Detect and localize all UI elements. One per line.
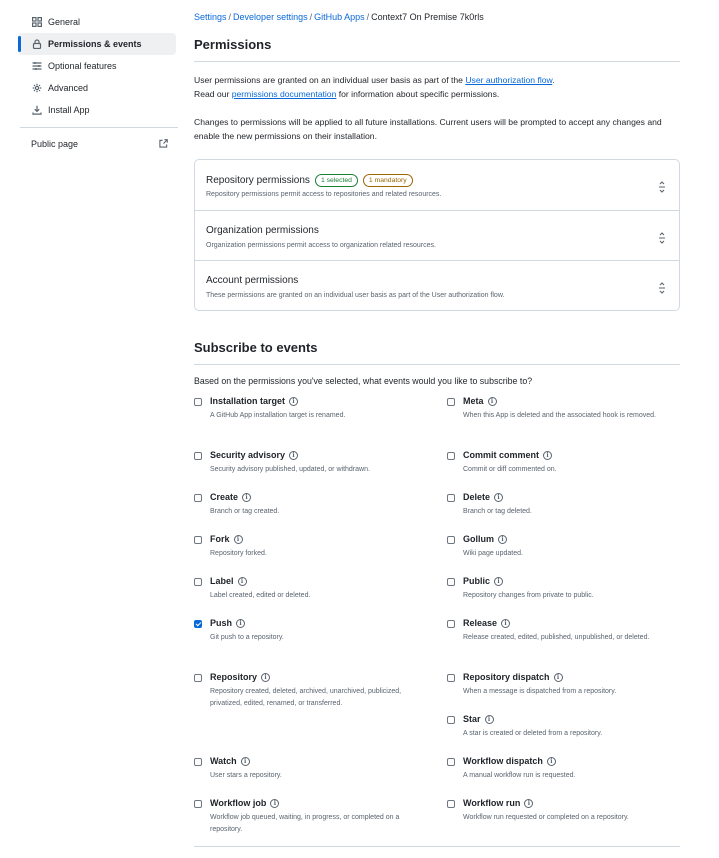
- event-name-text: Workflow job: [210, 798, 267, 808]
- sidebar-item-label: Optional features: [48, 61, 117, 71]
- bottom-divider: [194, 846, 680, 847]
- perm-title: [206, 275, 298, 286]
- event-name[interactable]: [210, 798, 279, 808]
- event-name-text: Fork: [210, 534, 230, 544]
- event-desc: Branch or tag deleted.: [463, 508, 532, 515]
- account-permissions-row[interactable]: [195, 260, 679, 310]
- event-name[interactable]: [463, 618, 510, 628]
- perm-title-text: Organization permissions: [206, 225, 319, 236]
- mandatory-badge: 1 mandatory: [363, 174, 413, 187]
- perm-title-text: Repository permissions: [206, 175, 310, 186]
- event-name[interactable]: [210, 492, 251, 502]
- event-checkbox[interactable]: [194, 800, 202, 808]
- event-name[interactable]: [463, 798, 533, 808]
- download-icon: [31, 104, 43, 116]
- info-icon[interactable]: i: [501, 619, 510, 628]
- event-desc: Git push to a repository.: [210, 634, 284, 641]
- perm-title: [206, 174, 413, 187]
- event-checkbox[interactable]: [194, 674, 202, 682]
- event-checkbox[interactable]: [194, 398, 202, 406]
- event-checkbox[interactable]: [447, 674, 455, 682]
- repository-permissions-row[interactable]: [195, 160, 679, 210]
- info-icon[interactable]: i: [236, 619, 245, 628]
- event-name-text: Workflow dispatch: [463, 756, 543, 766]
- event-name[interactable]: [463, 450, 552, 460]
- event-name[interactable]: [463, 396, 497, 406]
- event-name-text: Workflow run: [463, 798, 521, 808]
- event-checkbox[interactable]: [447, 578, 455, 586]
- permissions-intro: [194, 73, 680, 101]
- breadcrumb: [194, 12, 484, 22]
- event-name-text: Star: [463, 714, 481, 724]
- lock-icon: [31, 38, 43, 50]
- breadcrumb-github-apps[interactable]: GitHub Apps: [314, 12, 365, 22]
- perm-desc: Repository permissions permit access to repositories and related resources.: [206, 191, 442, 198]
- event-name[interactable]: [210, 450, 298, 460]
- info-icon[interactable]: i: [241, 757, 250, 766]
- event-name-text: Security advisory: [210, 450, 286, 460]
- info-icon[interactable]: i: [498, 535, 507, 544]
- event-name[interactable]: [210, 534, 243, 544]
- event-checkbox[interactable]: [447, 758, 455, 766]
- event-name[interactable]: [210, 672, 270, 682]
- info-icon[interactable]: i: [234, 535, 243, 544]
- event-checkbox[interactable]: [194, 494, 202, 502]
- sidebar-item-label: General: [48, 17, 81, 27]
- info-icon[interactable]: i: [261, 673, 270, 682]
- event-desc: A star is created or deleted from a repository.: [463, 730, 603, 737]
- event-name[interactable]: [210, 618, 245, 628]
- info-icon[interactable]: i: [238, 577, 247, 586]
- sidebar-item-advanced[interactable]: [18, 77, 176, 99]
- info-icon[interactable]: i: [488, 397, 497, 406]
- event-name[interactable]: [210, 396, 298, 406]
- public-page-label: Public page: [31, 139, 79, 149]
- gear-icon: [31, 82, 43, 94]
- event-name-text: Create: [210, 492, 239, 502]
- event-desc: Workflow run requested or completed on a repository.: [463, 814, 629, 821]
- event-desc: Branch or tag created.: [210, 508, 280, 515]
- selected-badge: 1 selected: [315, 174, 358, 187]
- sidebar-item-label: Advanced: [48, 83, 89, 93]
- event-desc: Security advisory published, updated, or withdrawn.: [210, 466, 370, 473]
- events-intro: Based on the permissions you've selected, what events would you like to subscribe to?: [194, 376, 533, 386]
- event-name[interactable]: [463, 576, 503, 586]
- intro-text: User permissions are granted on an individual user basis as part of the: [194, 75, 466, 85]
- event-name-text: Push: [210, 618, 233, 628]
- intro-text: for information about specific permissions.: [336, 89, 500, 99]
- event-name-text: Delete: [463, 492, 491, 502]
- info-icon[interactable]: i: [289, 397, 298, 406]
- event-name-text: Commit comment: [463, 450, 540, 460]
- event-checkbox[interactable]: [447, 800, 455, 808]
- event-name[interactable]: [463, 756, 556, 766]
- info-icon[interactable]: i: [494, 577, 503, 586]
- breadcrumb-separator: /: [309, 12, 313, 22]
- event-desc: When this App is deleted and the associated hook is removed.: [463, 412, 657, 419]
- event-name-text: Repository: [210, 672, 258, 682]
- permissions-changes-note: Changes to permissions will be applied to all future installations. Current users will be prompted to accept any changes and enable the new permissions on their installation.: [194, 117, 662, 141]
- event-desc: When a message is dispatched from a repository.: [463, 688, 617, 695]
- sidebar-item-label: Install App: [48, 105, 90, 115]
- breadcrumb-separator: /: [366, 12, 370, 22]
- info-icon[interactable]: i: [494, 493, 503, 502]
- sidebar-divider: [20, 127, 178, 128]
- info-icon[interactable]: i: [289, 451, 298, 460]
- event-name-text: Watch: [210, 756, 237, 766]
- event-name[interactable]: [463, 672, 563, 682]
- intro-text: .: [552, 75, 555, 85]
- info-icon[interactable]: i: [547, 757, 556, 766]
- event-checkbox[interactable]: [447, 494, 455, 502]
- heading-divider: [194, 61, 680, 62]
- sidebar-item-permissions-events[interactable]: [18, 33, 176, 55]
- event-name[interactable]: [210, 756, 250, 766]
- info-icon[interactable]: i: [554, 673, 563, 682]
- info-icon[interactable]: i: [485, 715, 494, 724]
- user-authorization-flow-link[interactable]: User authorization flow: [465, 75, 553, 85]
- unfold-icon[interactable]: [657, 281, 667, 293]
- unfold-icon[interactable]: [657, 231, 667, 243]
- perm-desc: Organization permissions permit access to organization related resources.: [206, 242, 436, 249]
- event-desc: Release created, edited, published, unpublished, or deleted.: [463, 634, 650, 641]
- event-name-text: Public: [463, 576, 491, 586]
- event-checkbox[interactable]: [194, 620, 202, 628]
- event-desc: Label created, edited or deleted.: [210, 592, 311, 599]
- event-name-text: Label: [210, 576, 234, 586]
- sliders-icon: [31, 60, 43, 72]
- intro-text: Read our: [194, 89, 232, 99]
- event-desc: Repository changes from private to public.: [463, 592, 594, 599]
- event-checkbox[interactable]: [194, 578, 202, 586]
- event-name-text: Repository dispatch: [463, 672, 550, 682]
- event-name[interactable]: [463, 492, 503, 502]
- unfold-icon[interactable]: [657, 180, 667, 192]
- perm-desc: These permissions are granted on an individual user basis as part of the User authorization flow.: [206, 292, 505, 299]
- info-icon[interactable]: i: [270, 799, 279, 808]
- breadcrumb-separator: /: [228, 12, 232, 22]
- event-name-text: Installation target: [210, 396, 286, 406]
- event-checkbox[interactable]: [194, 536, 202, 544]
- event-name-text: Meta: [463, 396, 484, 406]
- sidebar-item-general[interactable]: [18, 11, 176, 33]
- event-desc: Commit or diff commented on.: [463, 466, 557, 473]
- event-name[interactable]: [463, 714, 494, 724]
- event-desc: User stars a repository.: [210, 772, 282, 779]
- public-page-link[interactable]: [18, 134, 176, 154]
- event-desc: Workflow job queued, waiting, in progress, or completed on a repository.: [210, 814, 400, 833]
- event-desc: Wiki page updated.: [463, 550, 523, 557]
- event-checkbox[interactable]: [447, 536, 455, 544]
- event-desc: A manual workflow run is requested.: [463, 772, 576, 779]
- breadcrumb-current: Context7 On Premise 7k0rls: [371, 12, 484, 22]
- info-icon[interactable]: i: [524, 799, 533, 808]
- event-desc: Repository created, deleted, archived, unarchived, publicized, privatized, edited, renamed, or transferred.: [210, 688, 402, 707]
- sidebar-item-label: Permissions & events: [48, 39, 142, 49]
- event-checkbox[interactable]: [194, 758, 202, 766]
- event-checkbox[interactable]: [194, 452, 202, 460]
- event-name-text: Release: [463, 618, 498, 628]
- event-checkbox[interactable]: [447, 620, 455, 628]
- info-icon[interactable]: i: [543, 451, 552, 460]
- event-checkbox[interactable]: [447, 452, 455, 460]
- heading-divider: [194, 364, 680, 365]
- permissions-documentation-link[interactable]: permissions documentation: [231, 89, 337, 99]
- sidebar-item-optional-features[interactable]: [18, 55, 176, 77]
- event-desc: Repository forked.: [210, 550, 267, 557]
- settings-sidebar: [18, 11, 176, 154]
- permissions-groups: [194, 159, 680, 311]
- event-checkbox[interactable]: [447, 398, 455, 406]
- perm-title-text: Account permissions: [206, 275, 299, 286]
- subscribe-events-heading: Subscribe to events: [194, 340, 318, 355]
- sidebar-item-install-app[interactable]: [18, 99, 176, 121]
- event-desc: A GitHub App installation target is renamed.: [210, 412, 346, 419]
- permissions-heading: Permissions: [194, 37, 272, 52]
- event-name-text: Gollum: [463, 534, 494, 544]
- breadcrumb-developer-settings[interactable]: Developer settings: [233, 12, 308, 22]
- grid-icon: [31, 16, 43, 28]
- event-name[interactable]: [210, 576, 247, 586]
- info-icon[interactable]: i: [242, 493, 251, 502]
- breadcrumb-settings[interactable]: Settings: [194, 12, 227, 22]
- organization-permissions-row[interactable]: [195, 210, 679, 260]
- event-name[interactable]: [463, 534, 507, 544]
- perm-title: [206, 225, 319, 236]
- external-link-icon: [159, 139, 168, 150]
- event-checkbox[interactable]: [447, 716, 455, 724]
